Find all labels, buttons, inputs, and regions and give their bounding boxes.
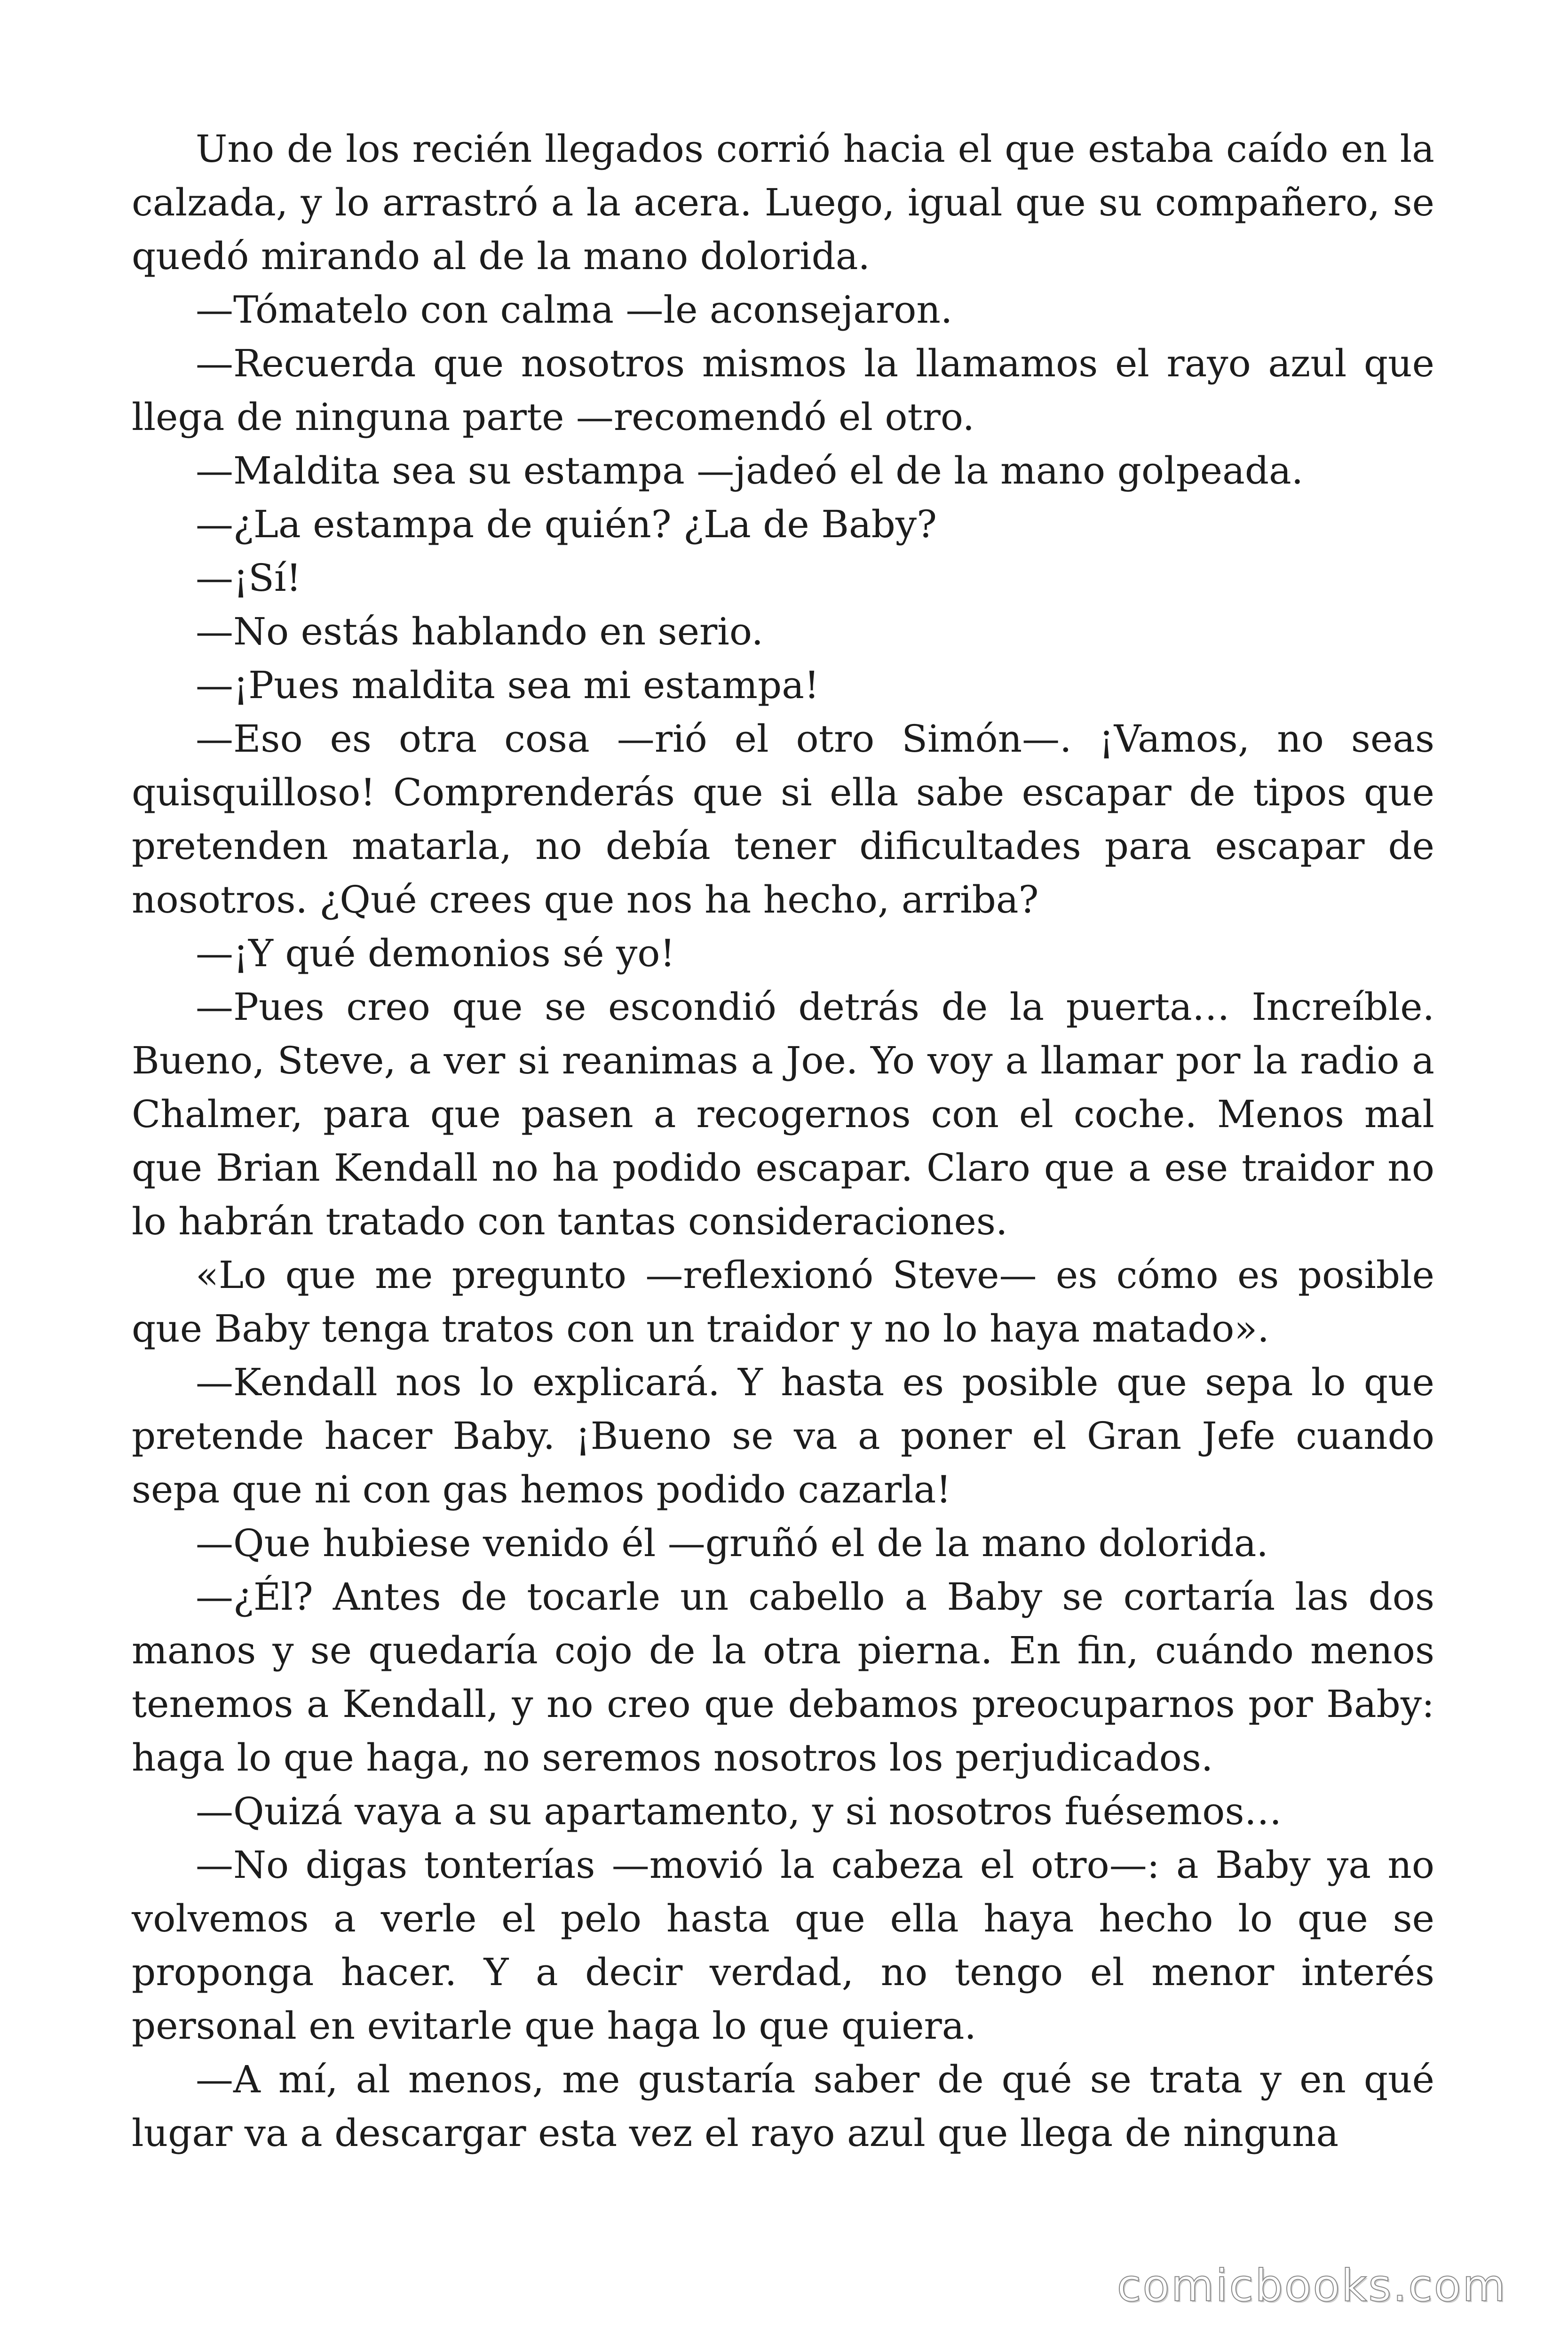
watermark: comicbooks.com — [1117, 2260, 1507, 2312]
paragraph: —No estás hablando en serio. — [196, 610, 764, 653]
paragraph: —¿Él? Antes de tocarle un cabello a Baby se cortaría las dos manos y se quedaría cojo de la otra pierna. En fin, cuándo menos tenemos a Kendall, y no creo que debamos preocuparnos por Baby: haga lo que haga, no seremos nosotros los perjudicados. — [132, 1575, 1434, 1780]
paragraph: Uno de los recién llegados corrió hacia el que estaba caído en la calzada, y lo arrastró a la acera. Luego, igual que su compañero, se quedó mirando al de la mano dolorida. — [132, 127, 1434, 278]
paragraph: —Tómatelo con calma —le aconsejaron. — [196, 288, 953, 332]
paragraph: —Recuerda que nosotros mismos la llamamos el rayo azul que llega de ninguna parte —recomendó el otro. — [132, 342, 1434, 439]
paragraph: —A mí, al menos, me gustaría saber de qué se trata y en qué lugar va a descargar esta vez el rayo azul que llega de ninguna — [132, 2058, 1434, 2155]
paragraph: —No digas tonterías —movió la cabeza el otro—: a Baby ya no volvemos a verle el pelo hasta que ella haya hecho lo que se proponga hacer. Y a decir verdad, no tengo el menor interés personal en evitarle que haga lo que quiera. — [132, 1843, 1434, 2048]
paragraph: —¡Pues maldita sea mi estampa! — [196, 663, 820, 707]
paragraph: —Quizá vaya a su apartamento, y si nosotros fuésemos… — [196, 1789, 1282, 1833]
paragraph: —¡Sí! — [196, 556, 301, 600]
paragraph: —Que hubiese venido él —gruñó el de la mano dolorida. — [196, 1521, 1268, 1565]
paragraph: —¡Y qué demonios sé yo! — [196, 931, 675, 975]
paragraph: —Eso es otra cosa —rió el otro Simón—. ¡Vamos, no seas quisquilloso! Comprenderás que si ella sabe escapar de tipos que pretenden matarla, no debía tener dificultades para escapar de nosotros. ¿Qué crees que nos ha hecho, arriba? — [132, 717, 1434, 922]
paragraph: «Lo que me pregunto —reflexionó Steve— es cómo es posible que Baby tenga tratos con un traidor y no lo haya matado». — [132, 1253, 1434, 1351]
paragraph: —Pues creo que se escondió detrás de la puerta… Increíble. Bueno, Steve, a ver si reanimas a Joe. Yo voy a llamar por la radio a Chalmer, para que pasen a recogernos con el coche. Menos mal que Brian Kendall no ha podido escapar. Claro que a ese traidor no lo habrán tratado con tantas consideraciones. — [132, 985, 1434, 1243]
paragraph: —Kendall nos lo explicará. Y hasta es posible que sepa lo que pretende hacer Baby. ¡Bueno se va a poner el Gran Jefe cuando sepa que ni con gas hemos podido cazarla! — [132, 1360, 1434, 1511]
paragraph: —Maldita sea su estampa —jadeó el de la mano golpeada. — [196, 449, 1304, 493]
page-body — [132, 122, 1434, 2160]
paragraph: —¿La estampa de quién? ¿La de Baby? — [196, 502, 937, 546]
